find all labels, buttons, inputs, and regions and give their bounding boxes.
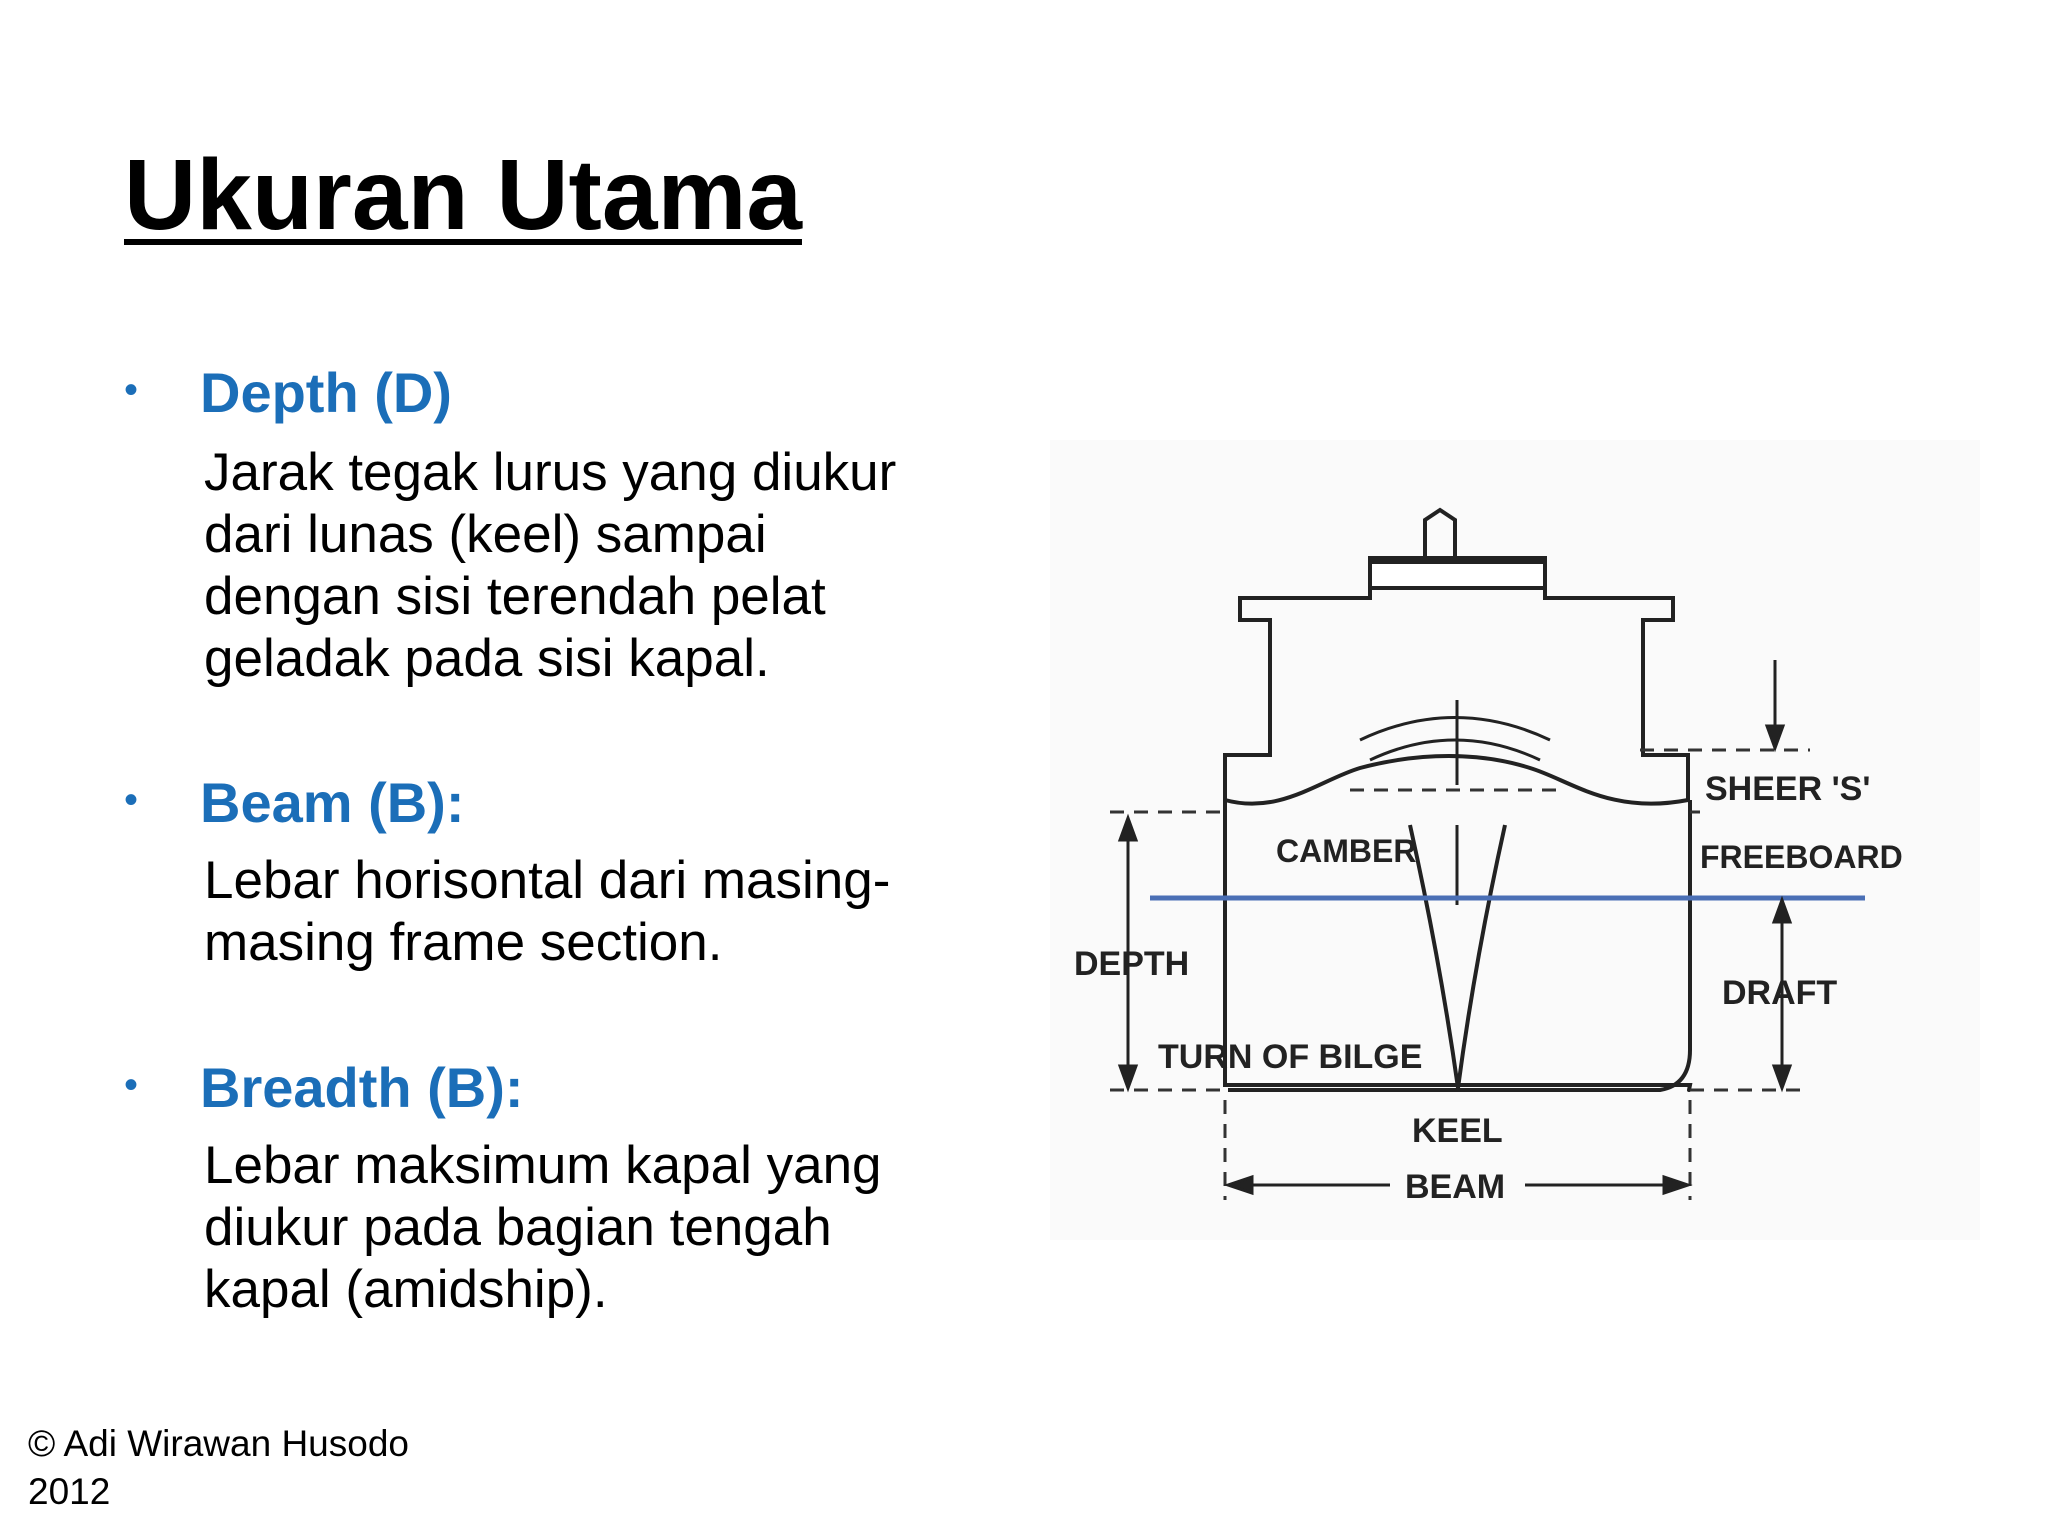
ship-section-diagram: [1050, 440, 1980, 1240]
bullet-heading-depth: Depth (D): [200, 361, 452, 424]
text-line: dengan sisi terendah pelat: [204, 567, 826, 626]
label-depth: DEPTH: [1074, 945, 1190, 983]
label-freeboard: FREEBOARD: [1700, 839, 1903, 875]
bullet-heading-breadth: Breadth (B):: [200, 1056, 524, 1119]
bullet-heading-beam: Beam (B):: [200, 771, 465, 834]
slide-title: Ukuran Utama: [124, 139, 802, 251]
bullet-marker: •: [124, 368, 139, 412]
text-line: masing frame section.: [204, 913, 723, 972]
text-line: Lebar horisontal dari masing-: [204, 851, 891, 910]
label-keel: KEEL: [1412, 1112, 1503, 1150]
label-beam: BEAM: [1405, 1168, 1506, 1206]
label-camber: CAMBER: [1276, 833, 1417, 869]
text-line: dari lunas (keel) sampai: [204, 505, 767, 564]
text-line: Lebar maksimum kapal yang: [204, 1136, 882, 1195]
copyright-line: © Adi Wirawan Husodo: [28, 1423, 409, 1464]
copyright-notice: [28, 1420, 409, 1516]
text-line: kapal (amidship).: [204, 1260, 608, 1319]
text-line: Jarak tegak lurus yang diukur: [204, 443, 897, 502]
copyright-year: 2012: [28, 1471, 111, 1512]
text-line: diukur pada bagian tengah: [204, 1198, 832, 1257]
bullet-marker: •: [124, 778, 139, 822]
bullet-marker: •: [124, 1063, 139, 1107]
label-draft: DRAFT: [1722, 974, 1838, 1012]
bullet-body-breadth: [204, 1135, 882, 1321]
bullet-body-depth: [204, 442, 896, 690]
label-turn-of-bilge: TURN OF BILGE: [1158, 1038, 1423, 1076]
text-line: geladak pada sisi kapal.: [204, 629, 770, 688]
label-sheer: SHEER 'S': [1705, 770, 1871, 808]
bullet-body-beam: [204, 850, 890, 974]
